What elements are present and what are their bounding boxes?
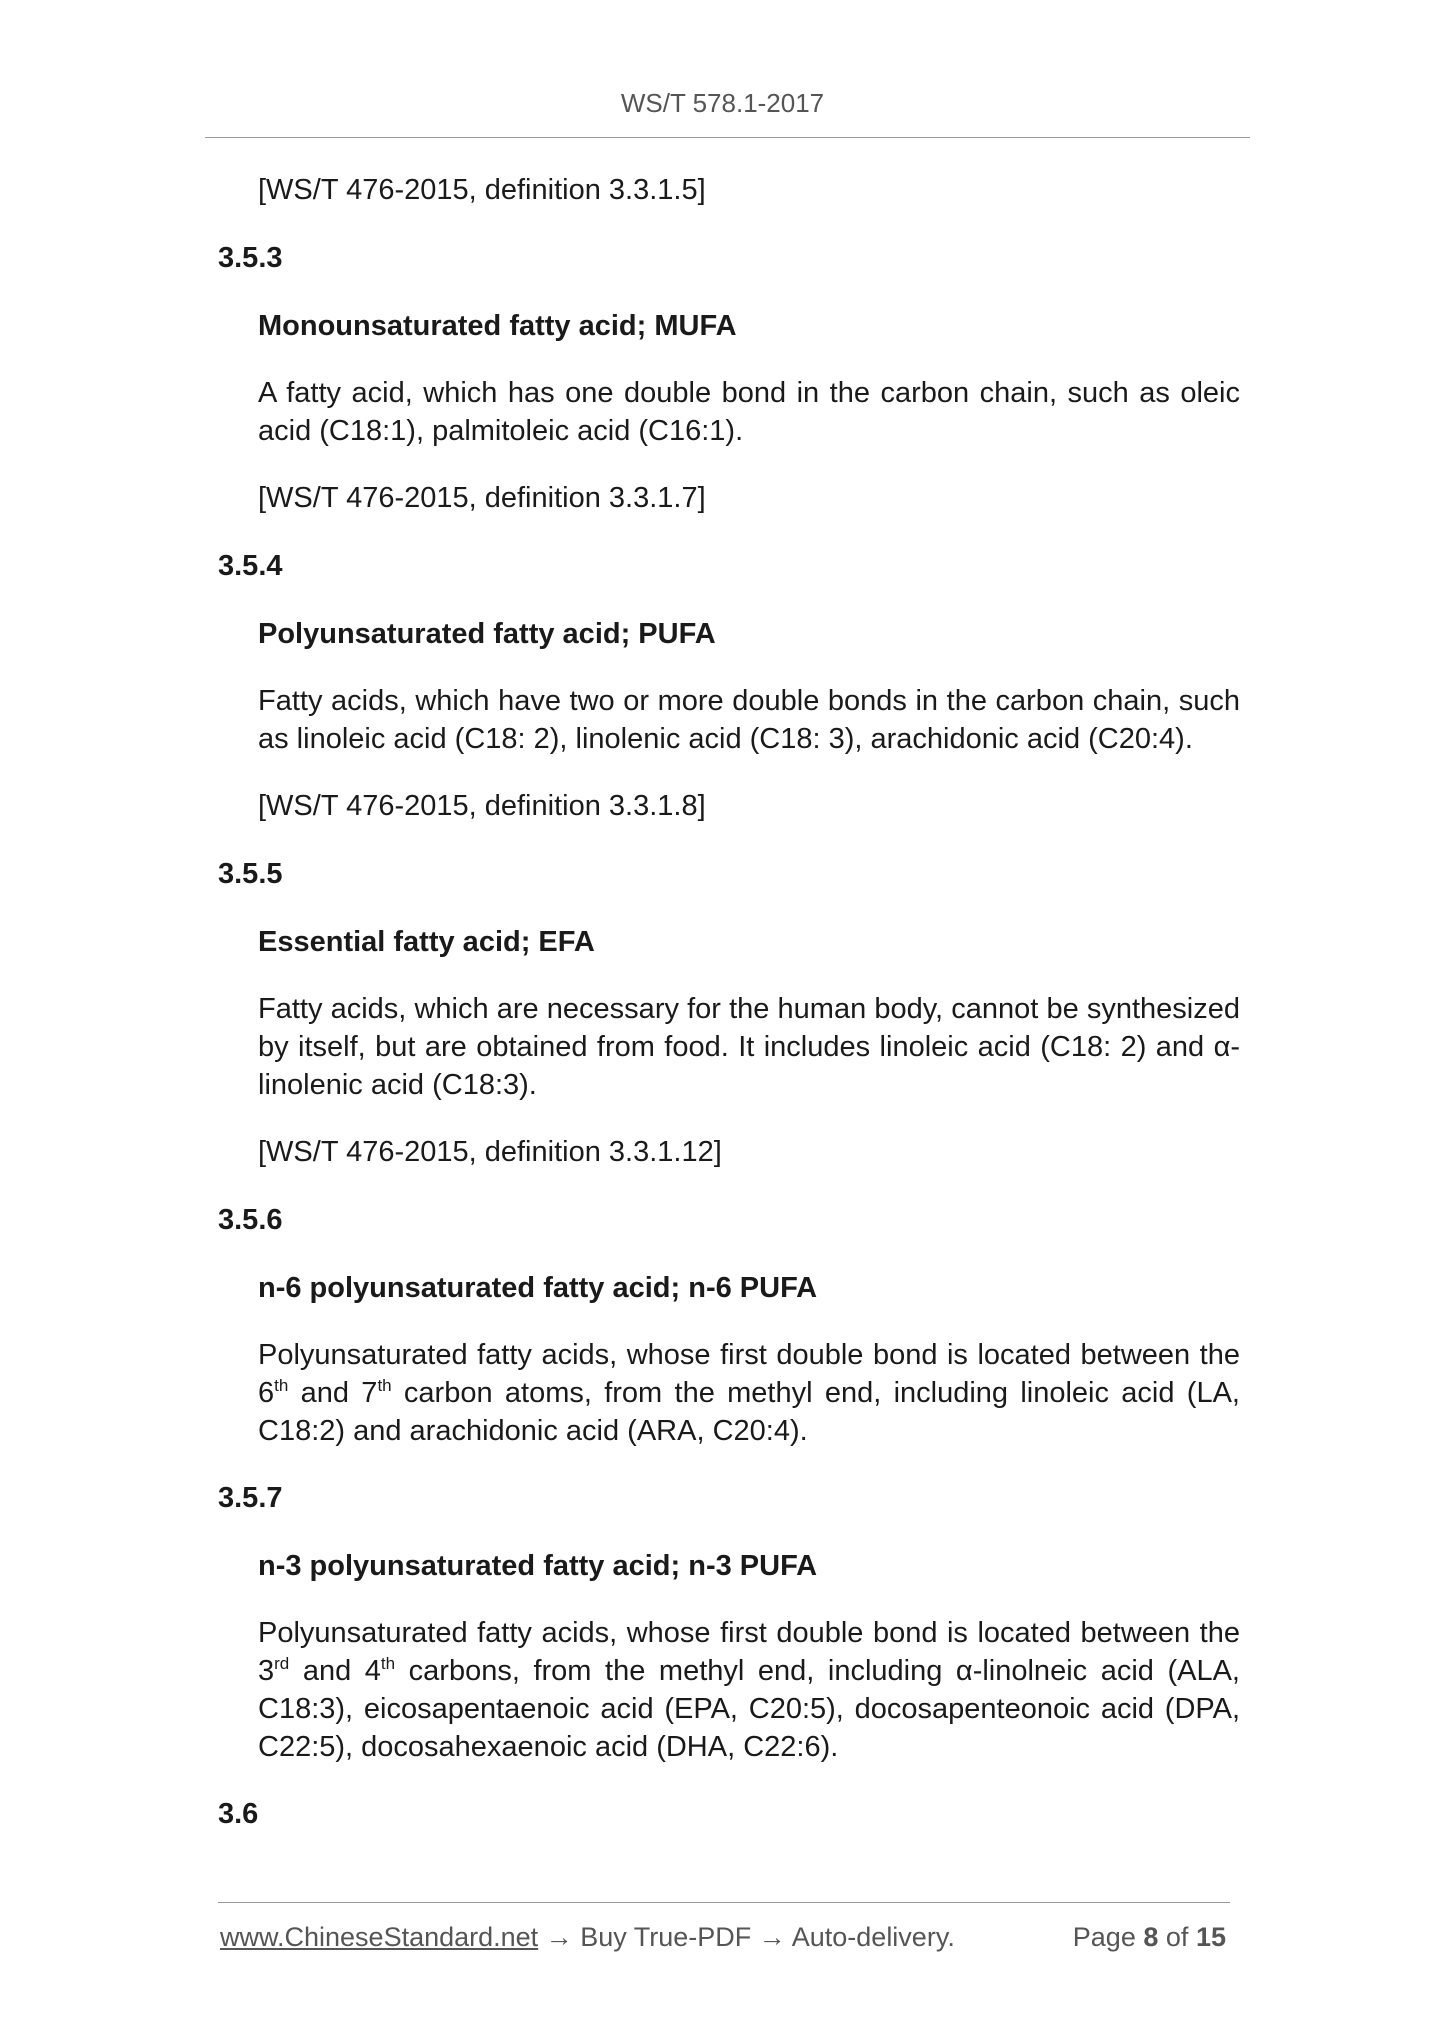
clause-number-3-5-6: 3.5.6 <box>218 1204 283 1236</box>
clause-number-3-5-3: 3.5.3 <box>218 242 283 274</box>
current-page-number: 8 <box>1143 1922 1159 1952</box>
clause-number-3-6: 3.6 <box>218 1798 259 1830</box>
definition-3-5-6 <box>258 1336 1240 1450</box>
source-reference-3-5-3: [WS/T 476-2015, definition 3.3.1.7] <box>258 482 706 514</box>
definition-3-5-7-text-c: carbons, from the methyl end, including α-linolneic acid (ALA, C18:3), eicosapentaenoic acid (EPA, C20:5), docosapenteonoic acid (DPA, C22:5), docosahexaenoic acid (DHA, C22:6). <box>258 1655 1240 1763</box>
clause-number-3-5-5: 3.5.5 <box>218 858 283 890</box>
term-3-5-6: n-6 polyunsaturated fatty acid; n-6 PUFA <box>258 1272 818 1304</box>
superscript-ordinal: th <box>274 1376 289 1395</box>
definition-3-5-7 <box>258 1614 1240 1766</box>
clause-number-3-5-4: 3.5.4 <box>218 550 283 582</box>
definition-3-5-6-text-b: and 7 <box>288 1377 378 1409</box>
definition-3-5-7-text-b: and 4 <box>289 1655 381 1687</box>
page-of-label: of <box>1165 1922 1189 1952</box>
page-label: Page <box>1072 1922 1136 1952</box>
page-header-title: WS/T 578.1-2017 <box>620 88 825 118</box>
definition-3-5-4: Fatty acids, which have two or more double bonds in the carbon chain, such as linoleic acid (C18: 2), linolenic acid (C18: 3), arachidonic acid (C20:4). <box>258 685 1240 755</box>
chinesestandard-link[interactable]: www.ChineseStandard.net <box>220 1922 539 1952</box>
page-indicator <box>1073 1922 1226 1953</box>
source-reference-3-5-5: [WS/T 476-2015, definition 3.3.1.12] <box>258 1136 722 1168</box>
document-body <box>218 170 1240 1862</box>
footer-tagline: → Buy True-PDF → Auto-delivery. <box>538 1922 955 1952</box>
source-reference-3-5-4: [WS/T 476-2015, definition 3.3.1.8] <box>258 790 706 822</box>
clause-number-3-5-7: 3.5.7 <box>218 1482 283 1514</box>
superscript-ordinal: th <box>380 1654 396 1673</box>
definition-3-5-6-text-a: Polyunsaturated fatty acids, whose first double bond is located between the 6 <box>258 1339 1240 1409</box>
definition-3-5-6-text-c: carbon atoms, from the methyl end, including linoleic acid (LA, C18:2) and arachidonic acid (ARA, C20:4). <box>258 1377 1240 1447</box>
header-divider <box>205 137 1250 138</box>
term-3-5-3: Monounsaturated fatty acid; MUFA <box>258 310 737 342</box>
term-3-5-7: n-3 polyunsaturated fatty acid; n-3 PUFA <box>258 1550 818 1582</box>
definition-3-5-5: Fatty acids, which are necessary for the human body, cannot be synthesized by itself, but are obtained from food. It includes linoleic acid (C18: 2) and α-linolenic acid (C18:3). <box>258 993 1240 1101</box>
page-footer <box>220 1922 1230 1953</box>
term-3-5-4: Polyunsaturated fatty acid; PUFA <box>258 618 716 650</box>
total-page-count: 15 <box>1195 1922 1226 1952</box>
term-3-5-5: Essential fatty acid; EFA <box>258 926 595 958</box>
source-reference-3-5-2: [WS/T 476-2015, definition 3.3.1.5] <box>258 174 706 206</box>
superscript-ordinal: th <box>377 1376 392 1395</box>
footer-divider <box>218 1902 1230 1903</box>
superscript-ordinal: rd <box>274 1654 290 1673</box>
definition-3-5-7-text-a: Polyunsaturated fatty acids, whose first double bond is located between the 3 <box>258 1617 1240 1687</box>
definition-3-5-3: A fatty acid, which has one double bond in the carbon chain, such as oleic acid (C18:1), palmitoleic acid (C16:1). <box>258 377 1240 447</box>
